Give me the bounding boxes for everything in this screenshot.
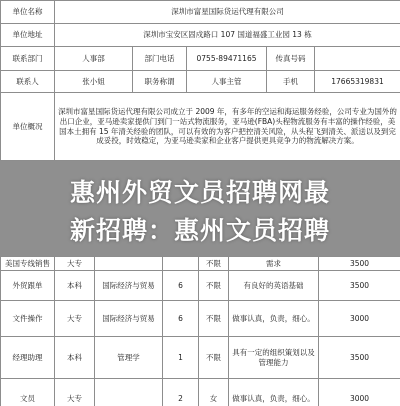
dept-phone: 0755-89471165 <box>187 47 267 71</box>
position-title: 人事主管 <box>187 71 267 93</box>
company-info-table <box>0 0 400 161</box>
job-title: 美国专线销售 <box>1 257 55 271</box>
company-address-label: 单位地址 <box>1 24 55 47</box>
job-count: 6 <box>163 271 199 301</box>
job-count: 6 <box>163 301 199 337</box>
job-count <box>163 257 199 271</box>
job-gender: 不限 <box>199 337 229 379</box>
job-requirements: 做事认真，负责，细心。 <box>229 301 319 337</box>
job-major <box>95 257 163 271</box>
job-education: 大专 <box>55 379 95 406</box>
job-requirements: 有良好的英语基础 <box>229 271 319 301</box>
job-major: 管理学 <box>95 337 163 379</box>
job-row <box>1 271 400 301</box>
fax-value <box>315 47 400 71</box>
job-major: 国际经济与贸易 <box>95 301 163 337</box>
job-salary: 3000 <box>319 379 400 406</box>
job-row <box>1 337 400 379</box>
contact-person-label: 联系人 <box>1 71 55 93</box>
job-major <box>95 379 163 406</box>
contact-dept: 人事部 <box>55 47 133 71</box>
contact-person: 张小姐 <box>55 71 133 93</box>
position-title-label: 职务称谓 <box>133 71 187 93</box>
job-title: 文员 <box>1 379 55 406</box>
mobile-number: 17665319831 <box>315 71 400 93</box>
dept-phone-label: 部门电话 <box>133 47 187 71</box>
job-requirements: 具有一定的组织策划以及管理能力 <box>229 337 319 379</box>
job-salary: 3500 <box>319 271 400 301</box>
job-education: 本科 <box>55 271 95 301</box>
job-major: 国际经济与贸易 <box>95 271 163 301</box>
fax-label: 传真号码 <box>267 47 315 71</box>
job-count: 1 <box>163 337 199 379</box>
job-requirements: 需求 <box>229 257 319 271</box>
headline-banner <box>0 161 400 256</box>
job-title: 文件操作 <box>1 301 55 337</box>
job-listing-table <box>0 256 400 406</box>
job-salary: 3500 <box>319 337 400 379</box>
company-name-label: 单位名称 <box>1 1 55 24</box>
headline-line-1: 惠州外贸文员招聘网最 <box>69 178 330 207</box>
job-count: 2 <box>163 379 199 406</box>
contact-dept-label: 联系部门 <box>1 47 55 71</box>
job-gender: 不限 <box>199 257 229 271</box>
job-row <box>1 301 400 337</box>
headline-line-2: 新招聘：惠州文员招聘 <box>69 216 330 245</box>
job-education: 大专 <box>55 301 95 337</box>
company-overview: 深圳市富星国际货运代理有限公司成立于 2009 年，有多年的空运和海运服务经验，公司专业为国外的出口企业，亚马逊卖家提供门到门一站式物流服务，亚马逊(FBA)头程物流服务有丰富的操作经验，美国本土拥有 15 年清关经验的团队，可以有效的为客户把控清关风险，从头程飞到清关、派送以及到完成妥投，时效稳定，为亚马逊卖家和企业客户提供更具竞争力的物流解决方案。 <box>55 93 400 161</box>
job-education: 大专 <box>55 257 95 271</box>
mobile-label: 手机 <box>267 71 315 93</box>
job-education: 本科 <box>55 337 95 379</box>
job-salary: 3000 <box>319 301 400 337</box>
job-gender: 不限 <box>199 271 229 301</box>
job-gender: 不限 <box>199 301 229 337</box>
company-address: 深圳市宝安区固戍路口 107 国道福盛工业园 13 栋 <box>55 24 400 47</box>
job-salary: 3500 <box>319 257 400 271</box>
job-gender: 女 <box>199 379 229 406</box>
company-name: 深圳市富星国际货运代理有限公司 <box>55 1 400 24</box>
job-title: 经理助理 <box>1 337 55 379</box>
overview-label: 单位概况 <box>1 93 55 161</box>
job-row <box>1 379 400 406</box>
job-requirements: 做事认真，负责，细心。 <box>229 379 319 406</box>
job-row-partial <box>1 257 400 271</box>
job-title: 外贸跟单 <box>1 271 55 301</box>
